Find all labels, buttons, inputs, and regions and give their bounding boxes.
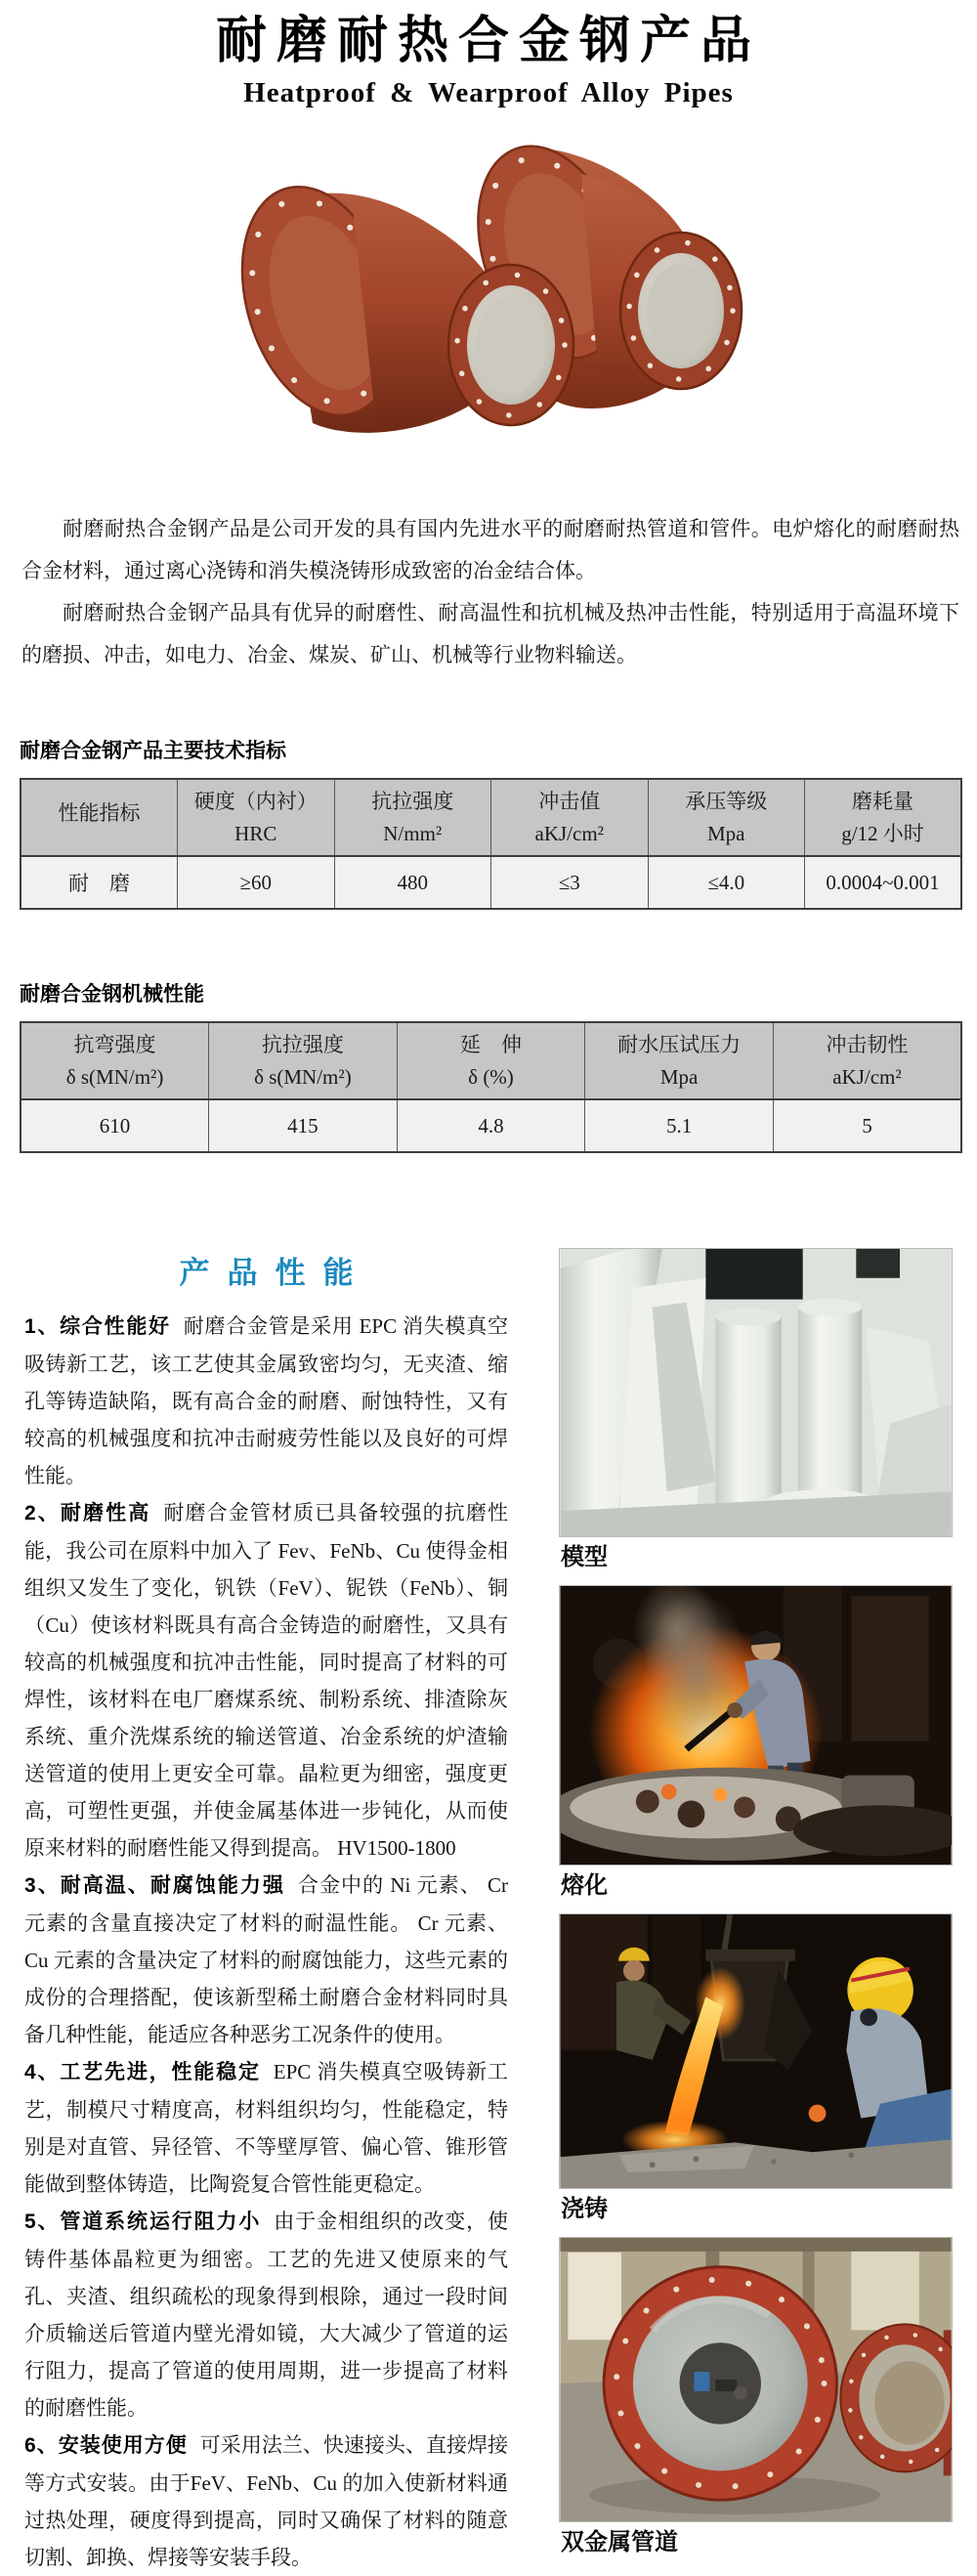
table2-data-row xyxy=(21,1099,961,1152)
table1-header-row xyxy=(21,779,961,856)
hero-product-photo xyxy=(0,135,977,463)
table2-header-cell: 抗弯强度 δ s(MN/m²) xyxy=(21,1022,209,1099)
photo-caption: 模型 xyxy=(561,1544,608,1571)
performance-item-body: EPC 消失模真空吸铸新工艺，制模尺寸精度高，材料组织均匀，性能稳定，特别是对直管、异径管、不等壁厚管、偏心管、锥形管能做到整体铸造，比陶瓷复合管性能更稳定。 xyxy=(24,2060,508,2197)
table2-header-cell: 耐水压试压力 Mpa xyxy=(585,1022,774,1099)
mechanical-properties-table xyxy=(20,1021,962,1153)
performance-item-body: 可采用法兰、快速接头、直接焊接等方式安装。由于FeV、FeNb、Cu 的加入使新材料通过热处理，硬度得到提高，同时又确保了材料的随意切割、卸换、焊接等安装手段。 xyxy=(24,2433,508,2570)
performance-item xyxy=(24,1494,508,1867)
table1-cell: 480 xyxy=(334,856,491,909)
table2-cell: 4.8 xyxy=(397,1099,585,1152)
table1-cell: 0.0004~0.001 xyxy=(805,856,962,909)
table2-cell: 415 xyxy=(209,1099,398,1152)
table2-cell: 5.1 xyxy=(585,1099,774,1152)
table1-header-cell: 冲击值 aKJ/cm² xyxy=(491,779,649,856)
table1-cell: 耐 磨 xyxy=(21,856,178,909)
performance-heading: 产品性能 xyxy=(179,1256,371,1291)
table1-cell: ≥60 xyxy=(178,856,335,909)
main-flange xyxy=(604,2267,836,2500)
page-title: 耐磨耐热合金钢产品 xyxy=(215,13,761,69)
performance-text-column xyxy=(0,1248,559,2576)
performance-item xyxy=(24,1308,508,1494)
pipes-illustration xyxy=(230,135,747,463)
table2-header-cell: 延 伸 δ (%) xyxy=(397,1022,585,1099)
performance-item xyxy=(24,2426,508,2576)
photo-column xyxy=(559,1248,953,2570)
photo-caption: 熔化 xyxy=(561,1872,608,1900)
performance-item xyxy=(24,2053,508,2203)
table1-header-cell: 承压等级 Mpa xyxy=(648,779,805,856)
table2-cell: 610 xyxy=(21,1099,209,1152)
performance-section xyxy=(0,1248,977,2576)
figure-bimetal-pipes xyxy=(559,2237,953,2556)
performance-item xyxy=(24,2203,508,2426)
table1-header-cell: 磨耗量 g/12 小时 xyxy=(805,779,962,856)
performance-item-body: 耐磨合金管材质已具备较强的抗磨性能，我公司在原料中加入了 Fev、FeNb、Cu 使得金相组织又发生了变化，钒铁（FeV）、铌铁（FeNb）、铜（Cu）使该材料既具有高合金铸造的耐磨性，又具有较高的机械强度和抗冲击性能，同时提高了材料的可焊性，该材料在电厂磨煤系统、制粉系统、排渣除灰系统、重介洗煤系统的输送管道、冶金系统的炉渣输送管道的使用上更安全可靠。晶粒更为细密，强度更高，可塑性更强，并使金属基体进一步钝化，从而使原来材料的耐磨性能又得到提高。 HV1500-1800 xyxy=(24,1501,508,1861)
performance-item-lead: 4、工艺先进，性能稳定 xyxy=(24,2061,261,2084)
figure-models xyxy=(559,1248,953,1571)
figure-melting xyxy=(559,1585,953,1900)
table2-header-row xyxy=(21,1022,961,1099)
photo-caption: 浇铸 xyxy=(561,2196,608,2223)
models-photo xyxy=(559,1248,953,1537)
intro-section xyxy=(21,508,959,676)
bimetal-pipes-photo xyxy=(559,2237,953,2522)
casting-photo xyxy=(559,1913,953,2189)
table2-title: 耐磨合金钢机械性能 xyxy=(20,983,204,1007)
performance-item-lead: 5、管道系统运行阻力小 xyxy=(24,2211,262,2234)
performance-item xyxy=(24,1867,508,2053)
table2-header-cell: 抗拉强度 δ s(MN/m²) xyxy=(209,1022,398,1099)
page-subtitle: Heatproof & Wearproof Alloy Pipes xyxy=(243,77,734,109)
performance-item-body: 由于金相组织的改变，使铸件基体晶粒更为细密。工艺的先进又使原来的气孔、夹渣、组织疏松的现象得到根除，通过一段时间介质输送后管道内壁光滑如镜，大大减少了管道的运行阻力，提高了管道的使用周期，进一步提高了材料的耐磨性能。 xyxy=(24,2210,509,2421)
intro-paragraph-2: 耐磨耐热合金钢产品具有优异的耐磨性、耐高温性和抗机械及热冲击性能，特别适用于高温环境下的磨损、冲击，如电力、冶金、煤炭、矿山、机械等行业物料输送。 xyxy=(21,601,959,667)
table2-cell: 5 xyxy=(773,1099,961,1152)
performance-item-lead: 3、耐高温、耐腐蚀能力强 xyxy=(24,1874,285,1898)
figure-casting xyxy=(559,1913,953,2223)
table1-header-cell: 性能指标 xyxy=(21,779,178,856)
performance-item-lead: 6、安装使用方便 xyxy=(24,2434,188,2458)
performance-item-body: 合金中的 Ni 元素、 Cr 元素的含量直接决定了材料的耐温性能。 Cr 元素、 Cu 元素的含量决定了材料的耐腐蚀能力，这些元素的成份的合理搭配，使该新型稀土耐磨合金材料同时具备几种性能，能适应各种恶劣工况条件的使用。 xyxy=(24,1873,509,2047)
table1-header-cell: 抗拉强度 N/mm² xyxy=(334,779,491,856)
performance-item-lead: 2、耐磨性高 xyxy=(24,1502,151,1525)
table1-title: 耐磨合金钢产品主要技术指标 xyxy=(20,740,286,763)
performance-item-lead: 1、综合性能好 xyxy=(24,1315,171,1339)
technical-indicators-table xyxy=(20,778,962,910)
photo-caption: 双金属管道 xyxy=(561,2529,678,2556)
intro-paragraph-1: 耐磨耐热合金钢产品是公司开发的具有国内先进水平的耐磨耐热管道和管件。电炉熔化的耐磨耐热合金材料，通过离心浇铸和消失模浇铸形成致密的冶金结合体。 xyxy=(21,517,959,583)
table1-header-cell: 硬度（内衬） HRC xyxy=(178,779,335,856)
table1-cell: ≤3 xyxy=(491,856,649,909)
table2-header-cell: 冲击韧性 aKJ/cm² xyxy=(773,1022,961,1099)
table1-data-row xyxy=(21,856,961,909)
performance-item-body: 耐磨合金管是采用 EPC 消失模真空吸铸新工艺，该工艺使其金属致密均匀，无夹渣、缩孔等铸造缺陷，既有高合金的耐磨、耐蚀特性，又有较高的机械强度和抗冲击耐疲劳性能以及良好的可焊性能。 xyxy=(24,1314,508,1488)
melting-photo xyxy=(559,1585,953,1866)
table1-cell: ≤4.0 xyxy=(648,856,805,909)
